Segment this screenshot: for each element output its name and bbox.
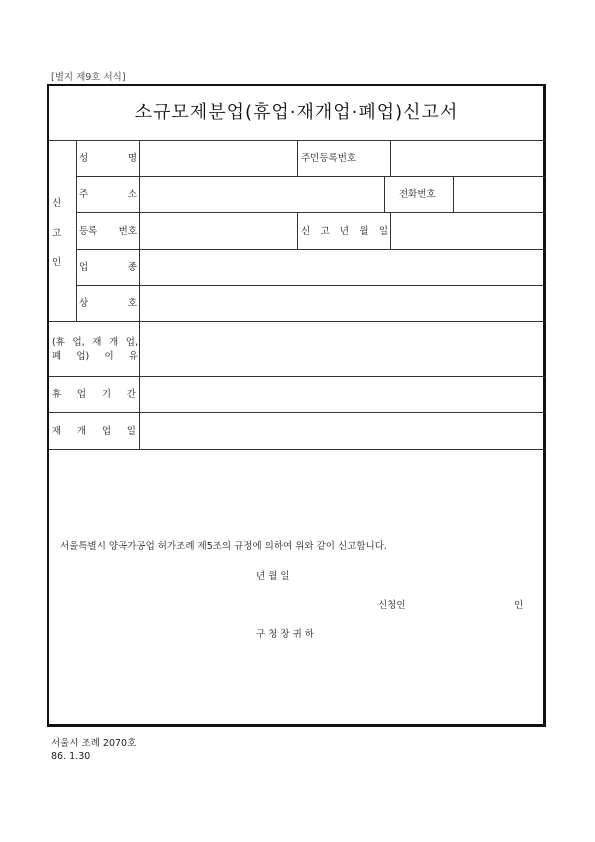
address-field[interactable] [140,177,383,211]
reg-no-label: 등록 번호 [79,226,137,237]
business-type-label: 업 종 [79,262,137,273]
reopening-date-label: 재 개 업 일 [52,426,136,437]
trade-name-label: 상 호 [79,298,137,309]
applicant-signature-field[interactable] [412,596,510,614]
rrn-field[interactable] [391,141,544,175]
addressee: 구 청 장 귀 하 [256,629,314,640]
divider [297,140,298,176]
applicant-signature-label: 신청인 [378,600,406,611]
phone-label: 전화번호 [399,189,436,200]
business-type-field[interactable] [140,250,544,284]
footer-ordinance: 서울시 조례 2070호 [51,738,137,749]
divider [297,212,298,249]
reg-no-field[interactable] [140,213,296,248]
reopening-date-field[interactable] [140,413,544,448]
form-number: [별지 제9호 서식] [51,72,126,83]
rrn-label: 주민등록번호 [301,153,357,164]
declaration-statement: 서울특별시 양곡가공업 허가조례 제5조의 규정에 의하여 위와 같이 신고합니다. [60,541,387,552]
applicant-group-label-3: 인 [52,257,62,268]
divider [49,449,545,450]
trade-name-field[interactable] [140,286,544,320]
applicant-group-label-1: 신 [52,198,62,209]
seal-label: 인 [514,600,524,611]
phone-field[interactable] [454,177,544,211]
reason-label-line2: 폐 업) 이 유 [52,351,138,362]
reason-field[interactable] [140,322,544,375]
applicant-group-label-2: 고 [52,228,62,239]
closure-period-label: 휴 업 기 간 [52,389,136,400]
closure-period-field[interactable] [140,377,544,411]
report-date-label: 신 고 년 월 일 [301,226,388,237]
report-date-field[interactable] [391,213,544,248]
divider [384,176,385,212]
divider [76,140,77,321]
date-line: 년 월 일 [256,571,290,582]
address-label: 주 소 [79,189,137,200]
name-field[interactable] [140,141,296,175]
form-title: 소규모제분업(휴업·재개업·폐업)신고서 [134,102,459,123]
name-label: 성 명 [79,153,137,164]
reason-label-line1: (휴 업, 재 개 업, [52,337,138,348]
footer-date: 86. 1.30 [51,751,91,762]
